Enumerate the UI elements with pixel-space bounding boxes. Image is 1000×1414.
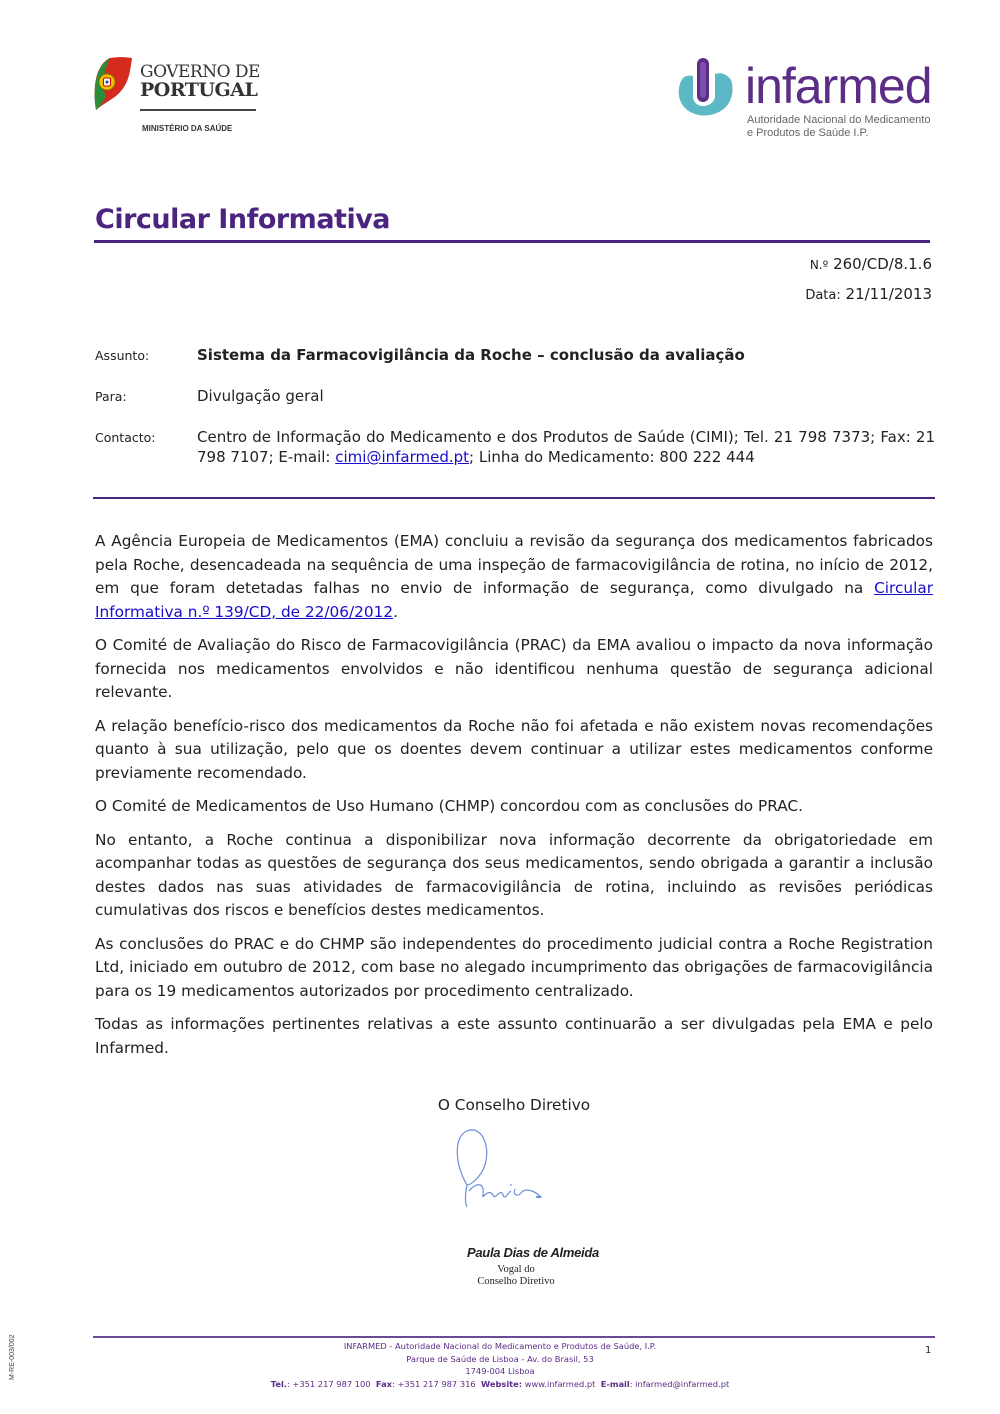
governo-de-portugal-logo	[92, 56, 262, 138]
footer-email-label: E-mail	[600, 1378, 630, 1389]
gov-logo-line1: GOVERNO DE	[140, 62, 260, 82]
footer-contacts	[0, 1378, 1000, 1391]
title-divider	[94, 240, 930, 243]
page-number: 1	[925, 1345, 932, 1356]
signer-role-line1: Vogal do	[497, 1264, 535, 1275]
paragraph-4: O Comité de Medicamentos de Uso Humano (CHMP) concordou com as conclusões do PRAC.	[95, 797, 803, 815]
infarmed-wordmark: infarmed	[745, 58, 932, 114]
footer-tel-label: Tel.	[270, 1378, 287, 1389]
subject-value: Sistema da Farmacovigilância da Roche – conclusão da avaliação	[197, 346, 745, 364]
paragraph-1-end: .	[393, 602, 398, 621]
contact-text-after: ; Linha do Medicamento: 800 222 444	[469, 448, 755, 466]
footer-website-label: Website:	[480, 1378, 523, 1389]
infarmed-mark-icon	[675, 56, 739, 120]
footer-website: www.infarmed.pt	[522, 1378, 596, 1389]
subject-label: Assunto:	[95, 348, 150, 363]
form-code: M-RE-003/002	[9, 1334, 16, 1380]
infarmed-subtitle-line1: Autoridade Nacional do Medicamento	[747, 114, 931, 126]
to-label: Para:	[95, 389, 127, 404]
footer-email: : infarmed@infarmed.pt	[629, 1378, 730, 1389]
paragraph-1	[95, 530, 933, 624]
signoff: O Conselho Diretivo	[437, 1096, 591, 1114]
footer-divider	[93, 1336, 935, 1338]
document-date	[805, 285, 932, 303]
contact-label: Contacto:	[95, 430, 156, 445]
document-date-label: Data:	[805, 288, 841, 303]
paragraph-2: O Comité de Avaliação do Risco de Farmacovigilância (PRAC) da EMA avaliou o impacto da nova informação fornecida nos medicamentos envolvidos e não identificou nenhuma questão de segurança adicional relevante.	[95, 636, 933, 701]
footer-fax: : +351 217 987 316	[392, 1378, 476, 1389]
document-number	[810, 255, 932, 273]
header-divider	[93, 497, 935, 499]
page-footer	[0, 1340, 1000, 1390]
footer-tel: : +351 217 987 100	[286, 1378, 371, 1389]
footer-fax-label: Fax	[375, 1378, 393, 1389]
document-number-value: 260/CD/8.1.6	[833, 255, 932, 273]
footer-line3: 1749-004 Lisboa	[465, 1366, 535, 1376]
contact-email-link[interactable]: cimi@infarmed.pt	[335, 448, 470, 466]
infarmed-logo	[675, 56, 945, 146]
signer-role-line2: Conselho Diretivo	[477, 1276, 555, 1287]
infarmed-subtitle	[747, 114, 930, 140]
document-body	[95, 530, 933, 1070]
gov-logo-divider	[140, 109, 256, 111]
contact-value	[197, 427, 935, 467]
handwritten-signature-icon	[445, 1125, 565, 1215]
paragraph-5: No entanto, a Roche continua a disponibilizar nova informação decorrente da obrigatoriedade em acompanhar todas as questões de segurança dos seus medicamentos, sendo obrigada a garantir a inclusão destes dados nas suas atividades de farmacovigilância de rotina, incluindo as revisões periódicas cumulativas dos riscos e benefícios destes medicamentos.	[95, 830, 933, 919]
signer-name: Paula Dias de Almeida	[467, 1245, 599, 1260]
document-title: Circular Informativa	[95, 204, 391, 235]
previous-circular-link[interactable]: Circular Informativa n.º 139/CD, de 22/06/2012	[95, 579, 933, 621]
contact-text: Centro de Informação do Medicamento e dos Produtos de Saúde (CIMI); Tel. 21 798 7373; Fax: 21 798 7107; E-mail:	[197, 428, 935, 466]
gov-logo-line2: PORTUGAL	[140, 79, 258, 101]
footer-line2: Parque de Saúde de Lisboa - Av. do Brasil, 53	[406, 1353, 594, 1364]
paragraph-7: Todas as informações pertinentes relativas a este assunto continuarão a ser divulgadas pela EMA e pelo Infarmed.	[95, 1015, 933, 1057]
paragraph-6: As conclusões do PRAC e do CHMP são independentes do procedimento judicial contra a Roche Registration Ltd, iniciado em outubro de 2012, com base no alegado incumprimento das obrigações de farmacovigilância para os 19 medicamentos autorizados por procedimento centralizado.	[95, 934, 933, 1000]
paragraph-1-text: A Agência Europeia de Medicamentos (EMA) concluiu a revisão da segurança dos medicamentos fabricados pela Roche, desencadeada na sequência de uma inspeção de farmacovigilância de rotina, no início de 2012, em que foram detetadas falhas no envio de informação de segurança, como divulgado na	[95, 532, 933, 597]
infarmed-subtitle-line2: e Produtos de Saúde I.P.	[747, 127, 869, 139]
document-number-label: N.º	[809, 258, 829, 272]
footer-line1: INFARMED - Autoridade Nacional do Medicamento e Produtos de Saúde, I.P.	[343, 1341, 657, 1351]
gov-logo-ministry: MINISTÉRIO DA SAÚDE	[142, 124, 233, 133]
portugal-flag-icon	[92, 56, 134, 112]
to-value: Divulgação geral	[197, 387, 324, 405]
document-date-value: 21/11/2013	[845, 285, 932, 303]
paragraph-3: A relação benefício-risco dos medicamentos da Roche não foi afetada e não existem novas recomendações quanto à sua utilização, pelo que os doentes devem continuar a utilizar estes medicamentos conforme previamente recomendado.	[95, 716, 933, 782]
